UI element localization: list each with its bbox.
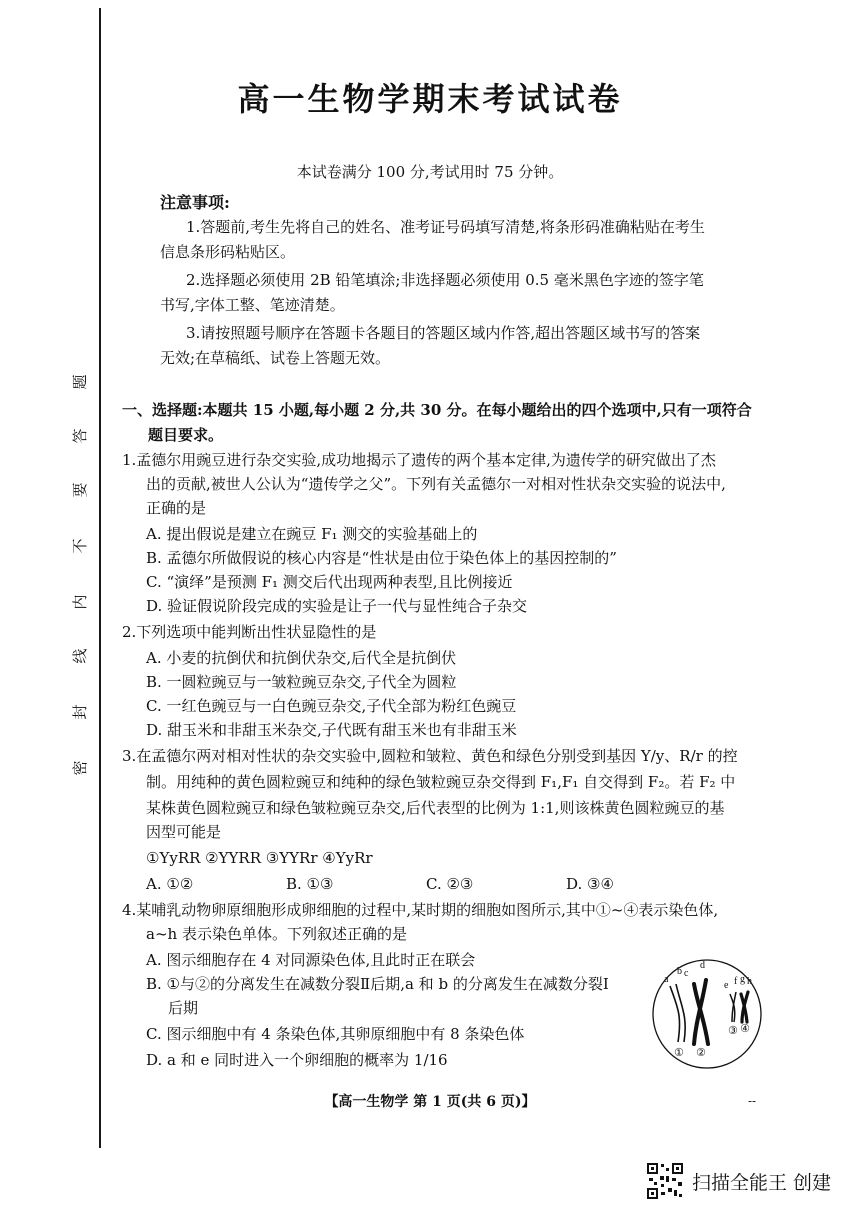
option-d: D. 甜玉米和非甜玉米杂交,子代既有甜玉米也有非甜玉米 xyxy=(146,721,517,739)
option-b: B. ①与②的分离发生在减数分裂Ⅱ后期,a 和 b 的分离发生在减数分裂Ⅰ xyxy=(146,975,609,993)
option-c: C. “演绎”是预测 F₁ 测交后代出现两种表型,且比例接近 xyxy=(146,573,513,591)
option-d: D. a 和 e 同时进入一个卵细胞的概率为 1/16 xyxy=(146,1051,448,1069)
question-stem: 1.孟德尔用豌豆进行杂交实验,成功地揭示了遗传的两个基本定律,为遗传学的研究做出了杰 xyxy=(122,451,716,469)
seal-char: 密 xyxy=(71,760,89,776)
option-b-cont: 后期 xyxy=(168,999,199,1017)
chromosome-2 xyxy=(694,980,708,1044)
option-b: B. 一圆粒豌豆与一皱粒豌豆杂交,子代全为圆粒 xyxy=(146,673,457,691)
option-d: D. 验证假说阶段完成的实验是让子一代与显性纯合子杂交 xyxy=(146,597,528,615)
question-stem: 制。用纯种的黄色圆粒豌豆和纯种的绿色皱粒豌豆杂交得到 F₁,F₁ 自交得到 F₂。若 F₂ 中 xyxy=(146,773,736,791)
seal-char: 要 xyxy=(71,482,89,498)
seal-char: 内 xyxy=(71,594,89,610)
notice-line: 3.请按照题号顺序在答题卡各题目的答题区域内作答,超出答题区域书写的答案 xyxy=(186,324,701,342)
seal-char: 题 xyxy=(71,374,89,390)
chromosome-4 xyxy=(741,992,748,1022)
scanner-watermark xyxy=(646,1160,831,1202)
page-footer: 【高一生物学 第 1 页(共 6 页)】 xyxy=(324,1094,536,1110)
genotype-list: ①YyRR ②YYRR ③YYRr ④YyRr xyxy=(146,849,373,867)
question-stem: 出的贡献,被世人公认为“遗传学之父”。下列有关孟德尔一对相对性状杂交实验的说法中, xyxy=(146,475,726,493)
seal-char: 答 xyxy=(71,428,89,444)
option-a: A. 图示细胞存在 4 对同源染色体,且此时正在联会 xyxy=(146,951,476,969)
page-title: 高一生物学期末考试试卷 xyxy=(237,80,623,118)
option-d: D. ③④ xyxy=(566,875,614,893)
question-stem: 正确的是 xyxy=(146,499,207,517)
label-chromosome-1: ① xyxy=(674,1046,684,1059)
label-e: e xyxy=(724,980,729,991)
question-stem: a~h 表示染色单体。下列叙述正确的是 xyxy=(146,925,407,943)
chromosome-1 xyxy=(670,984,685,1042)
notice-line: 书写,字体工整、笔迹清楚。 xyxy=(160,296,345,314)
label-chromosome-4: ④ xyxy=(740,1022,750,1035)
option-a: A. 小麦的抗倒伏和抗倒伏杂交,后代全是抗倒伏 xyxy=(146,649,457,667)
footer-mark: -- xyxy=(748,1094,757,1108)
score-line: 本试卷满分 100 分,考试用时 75 分钟。 xyxy=(296,163,564,181)
label-b: b xyxy=(677,966,682,977)
label-c: c xyxy=(684,968,689,979)
section-heading-cont: 题目要求。 xyxy=(148,426,224,444)
seal-char: 封 xyxy=(71,704,89,720)
seal-char: 不 xyxy=(71,538,89,554)
option-a: A. 提出假说是建立在豌豆 F₁ 测交的实验基础上的 xyxy=(146,525,478,543)
option-b: B. 孟德尔所做假说的核心内容是“性状是由位于染色体上的基因控制的” xyxy=(146,549,617,567)
section-heading: 一、选择题:本题共 15 小题,每小题 2 分,共 30 分。在每小题给出的四个选项中,只有一项符合 xyxy=(122,401,752,419)
option-c: C. 一红色豌豆与一白色豌豆杂交,子代全部为粉红色豌豆 xyxy=(146,697,517,715)
option-b: B. ①③ xyxy=(286,875,334,893)
binding-seal-text xyxy=(60,368,100,788)
label-h: h xyxy=(747,976,752,987)
notice-line: 信息条形码粘贴区。 xyxy=(160,243,296,261)
question-stem: 3.在孟德尔两对相对性状的杂交实验中,圆粒和皱粒、黄色和绿色分别受到基因 Y/y、R/r 的控 xyxy=(122,747,738,765)
notice-line: 无效;在草稿纸、试卷上答题无效。 xyxy=(160,349,391,367)
option-c: C. ②③ xyxy=(426,875,474,893)
seal-char: 线 xyxy=(71,648,89,664)
watermark-text: 扫描全能王 创建 xyxy=(692,1171,832,1194)
label-a: a xyxy=(664,974,669,985)
question-stem: 某株黄色圆粒豌豆和绿色皱粒豌豆杂交,后代表型的比例为 1:1,则该株黄色圆粒豌豆的基 xyxy=(146,799,725,817)
notice-line: 1.答题前,考生先将自己的姓名、准考证号码填写清楚,将条形码准确粘贴在考生 xyxy=(186,218,705,236)
question-stem: 2.下列选项中能判断出性状显隐性的是 xyxy=(122,623,377,641)
option-c: C. 图示细胞中有 4 条染色体,其卵原细胞中有 8 条染色体 xyxy=(146,1025,525,1043)
label-chromosome-3: ③ xyxy=(728,1024,738,1037)
cell-diagram xyxy=(648,958,766,1070)
notice-heading: 注意事项: xyxy=(160,193,230,212)
label-g: g xyxy=(740,974,745,985)
label-d: d xyxy=(700,960,705,971)
qr-code-icon xyxy=(646,1162,684,1200)
notice-line: 2.选择题必须使用 2B 铅笔填涂;非选择题必须使用 0.5 毫米黑色字迹的签字笔 xyxy=(186,271,704,289)
option-a: A. ①② xyxy=(146,875,194,893)
label-f: f xyxy=(734,976,738,987)
chromosome-3 xyxy=(730,992,736,1022)
question-stem: 4.某哺乳动物卵原细胞形成卵细胞的过程中,某时期的细胞如图所示,其中①~④表示染色体, xyxy=(122,901,719,919)
label-chromosome-2: ② xyxy=(696,1046,706,1059)
question-stem: 因型可能是 xyxy=(146,823,222,841)
